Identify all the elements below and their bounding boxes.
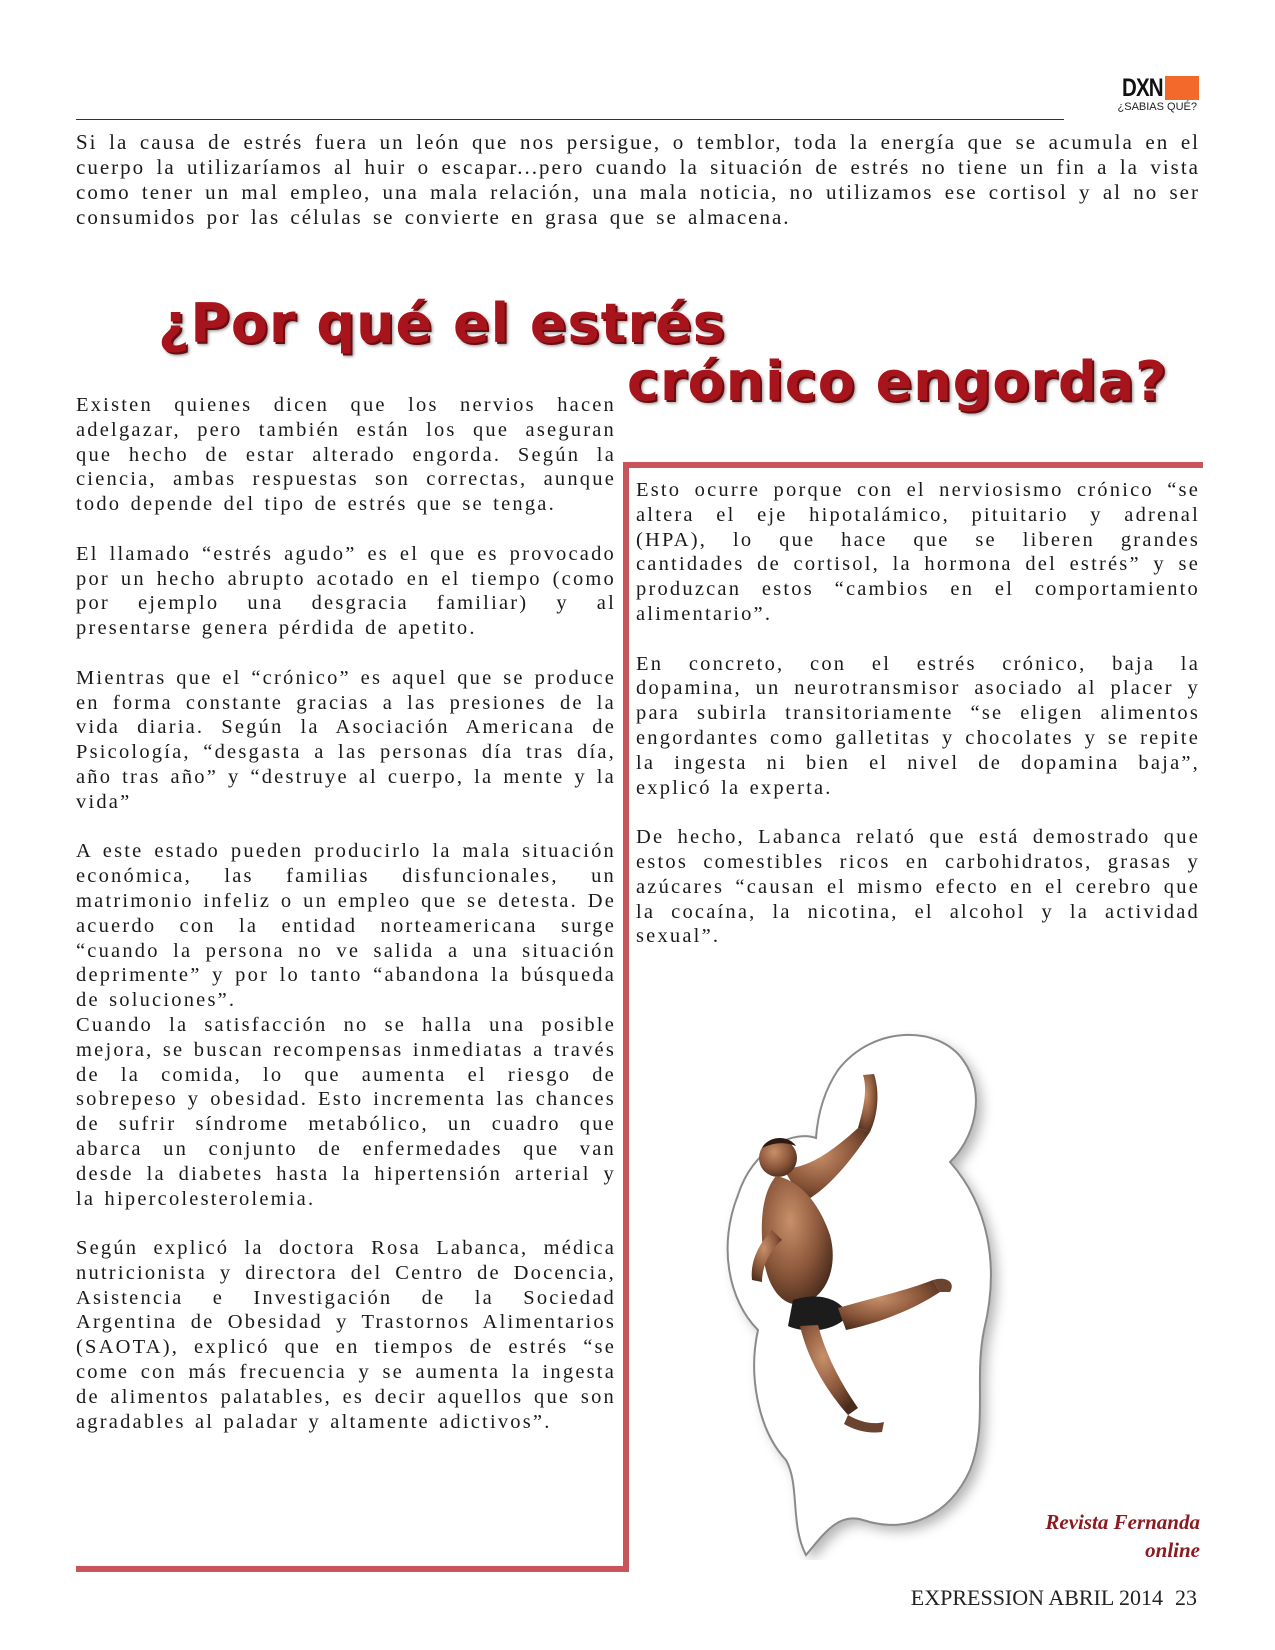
publication-name: EXPRESSION ABRIL 2014 — [910, 1585, 1163, 1610]
silhouette-cutout — [728, 1035, 991, 1555]
section-label: ¿SABIAS QUÉ? — [1117, 101, 1197, 113]
headline-line-2: crónico engorda? — [627, 350, 1168, 413]
page-footer — [911, 1585, 1197, 1611]
frame-bottom-border — [76, 1566, 629, 1572]
body-paragraph: En concreto, con el estrés crónico, baja la dopamina, un neurotransmisor asociado al placer y para subirla transitoriamente “se eligen alimentos engordantes como galletitas y chocolates y se repite la ingesta ni bien el nivel de dopamina baja”, explicó la experta. — [636, 652, 1200, 799]
body-paragraph: De hecho, Labanca relató que está demostrado que estos comestibles ricos en carbohidratos, grasas y azúcares “causan el mismo efecto en el cerebro que la cocaína, la nicotina, el alcohol y la actividad sexual”. — [636, 826, 1200, 948]
brand-name: DXN — [1122, 73, 1163, 102]
body-paragraph: Esto ocurre porque con el nerviosismo crónico “se altera el eje hipotalámico, pituitario y adrenal (HPA), lo que hace que se liberen grandes cantidades de cortisol, la hormona del estrés” y se produzcan estos “cambios en el comportamiento alimentario”. — [636, 479, 1200, 625]
climber-illustration — [688, 1030, 1008, 1560]
body-paragraph: A este estado pueden producirlo la mala situación económica, las familias disfuncionales, un matrimonio infeliz o un empleo que se detesta. De acuerdo con la entidad norteamericana surge “cuando la persona no ve salida a una situación deprimente” y por lo tanto “abandona la búsqueda de soluciones”. — [76, 840, 616, 1012]
brand-orange-box — [1165, 76, 1199, 100]
header-rule — [76, 119, 1064, 120]
headline-line-1: ¿Por qué el estrés — [158, 292, 726, 355]
right-column — [636, 478, 1200, 949]
body-paragraph: Mientras que el “crónico” es aquel que se produce en forma constante gracias a las presiones de la vida diaria. Según la Asociación Americana de Psicología, “desgasta a las personas día tras día, año tras año” y “destruye al cuerpo, la mente y la vida” — [76, 666, 616, 813]
body-paragraph: Según explicó la doctora Rosa Labanca, médica nutricionista y directora del Centro de Docencia, Asistencia e Investigación de la Sociedad Argentina de Obesidad y Trastornos Alimentarios (SAOTA), explicó que en tiempos de estrés “se come con más frecuencia y se aumenta la ingesta de alimentos palatables, es decir aquellos que son agradables al paladar y altamente adictivos”. — [76, 1237, 616, 1433]
left-column — [76, 393, 616, 1434]
frame-top-border — [623, 462, 1203, 468]
intro-paragraph: Si la causa de estrés fuera un león que nos persigue, o temblor, toda la energía que se acumula en el cuerpo la utilizaríamos al huir o escapar...pero cuando la situación de estrés no tiene un fin a la vista como tener un mal empleo, una mala relación, una mala noticia, no utilizamos ese cortisol y al no ser consumidos por las células se convierte en grasa que se almacena. — [76, 130, 1200, 229]
body-paragraph: Cuando la satisfacción no se halla una posible mejora, se buscan recompensas inmediatas a través de la comida, lo que aumenta el riesgo de sobrepeso y obesidad. Esto incrementa las chances de sufrir síndrome metabólico, un cuadro que abarca un conjunto de enfermedades que van desde la diabetes hasta la hipertensión arterial y la hipercolesterolemia. — [76, 1013, 616, 1210]
brand-logo — [1113, 73, 1199, 102]
body-paragraph: El llamado “estrés agudo” es el que es provocado por un hecho abrupto acotado en el tiempo (como por ejemplo una desgracia familiar) y al presentarse genera pérdida de apetito. — [76, 542, 616, 640]
frame-vertical-border — [623, 462, 629, 1572]
page-number: 23 — [1175, 1585, 1197, 1610]
image-credit: Revista Fernanda online — [1045, 1510, 1200, 1562]
body-paragraph: Existen quienes dicen que los nervios hacen adelgazar, pero también están los que aseguran que hecho de estar alterado engorda. Según la ciencia, ambas respuestas son correctas, aunque todo depende del tipo de estrés que se tenga. — [76, 394, 616, 516]
